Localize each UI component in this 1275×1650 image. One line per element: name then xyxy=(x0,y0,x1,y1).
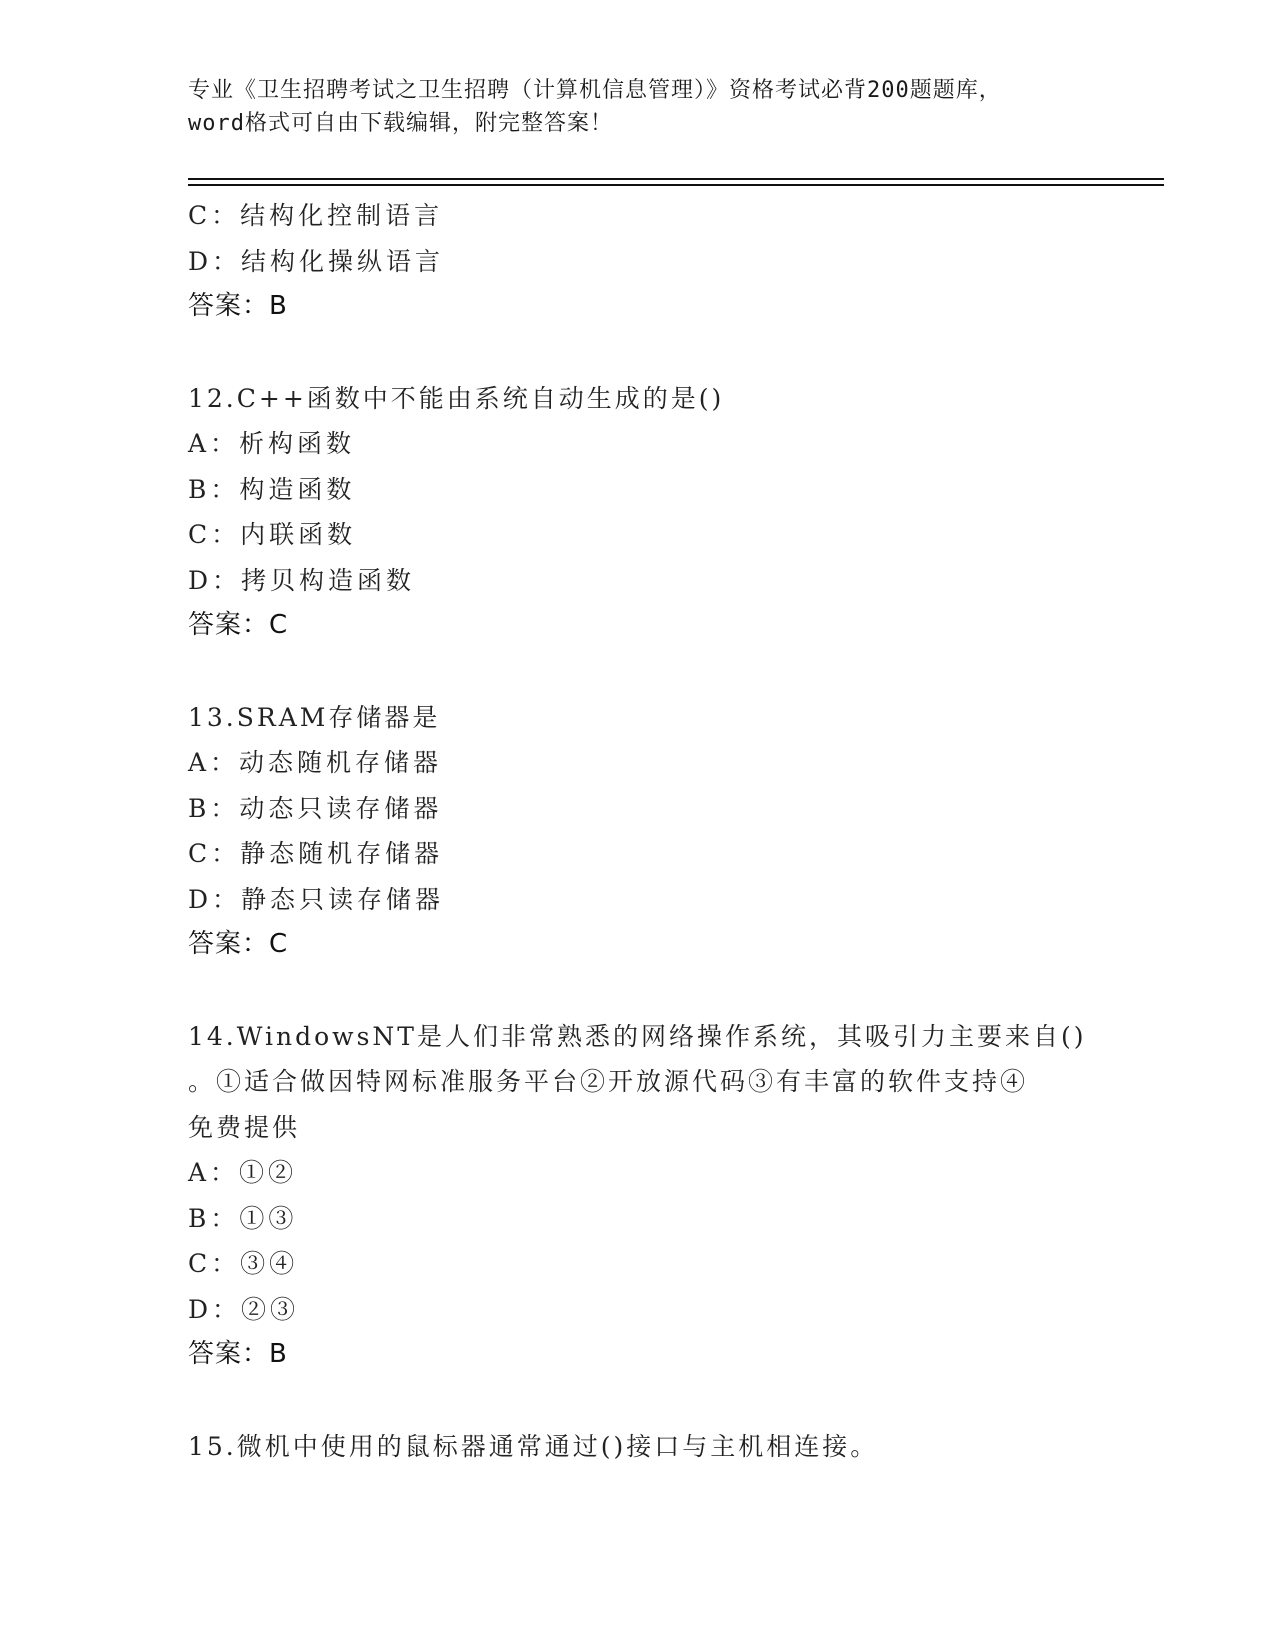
spacer xyxy=(188,330,1088,376)
question-14-stem-line-3: 免费提供 xyxy=(188,1112,301,1142)
question-12-option-b: B：构造函数 xyxy=(188,474,356,504)
spacer xyxy=(188,968,1088,1014)
question-13-option-d: D：静态只读存储器 xyxy=(188,884,445,914)
question-14-stem-line-1: 14.WindowsNT是人们非常熟悉的网络操作系统，其吸引力主要来自() xyxy=(188,1021,1087,1051)
question-13-stem: 13.SRAM存储器是 xyxy=(188,702,441,732)
spacer xyxy=(188,1378,1088,1424)
question-12-stem: 12.C++函数中不能由系统自动生成的是() xyxy=(188,383,725,413)
spacer xyxy=(188,649,1088,695)
option-c: C：结构化控制语言 xyxy=(188,201,444,230)
question-15-stem: 15.微机中使用的鼠标器通常通过()接口与主机相连接。 xyxy=(188,1431,879,1461)
question-14-option-a: A：①② xyxy=(188,1158,298,1187)
document-header xyxy=(188,74,1088,140)
question-13-option-c: C：静态随机存储器 xyxy=(188,839,444,868)
question-14-option-b: B：①③ xyxy=(188,1203,298,1233)
question-12-option-d: D：拷贝构造函数 xyxy=(188,565,416,595)
question-13-answer: 答案：C xyxy=(188,929,289,959)
answer-label: 答案：B xyxy=(188,291,288,321)
question-12-answer: 答案：C xyxy=(188,610,289,640)
header-divider-bottom xyxy=(188,184,1164,186)
header-divider-top xyxy=(188,178,1164,180)
header-title-line-2: word格式可自由下载编辑，附完整答案！ xyxy=(188,111,613,136)
option-d: D：结构化操纵语言 xyxy=(188,246,445,276)
question-13-option-a: A：动态随机存储器 xyxy=(188,748,443,777)
question-14-option-d: D：②③ xyxy=(188,1294,300,1324)
question-13-option-b: B：动态只读存储器 xyxy=(188,793,443,823)
question-12-option-a: A：析构函数 xyxy=(188,429,356,458)
question-content xyxy=(188,193,1088,1469)
question-14-answer: 答案：B xyxy=(188,1339,288,1369)
question-12-option-c: C：内联函数 xyxy=(188,520,357,549)
header-title-line-1: 专业《卫生招聘考试之卫生招聘（计算机信息管理）》资格考试必背200题题库， xyxy=(188,78,1002,103)
question-14-option-c: C：③④ xyxy=(188,1249,299,1278)
question-14-stem-line-2: 。①适合做因特网标准服务平台②开放源代码③有丰富的软件支持④ xyxy=(188,1067,1029,1096)
